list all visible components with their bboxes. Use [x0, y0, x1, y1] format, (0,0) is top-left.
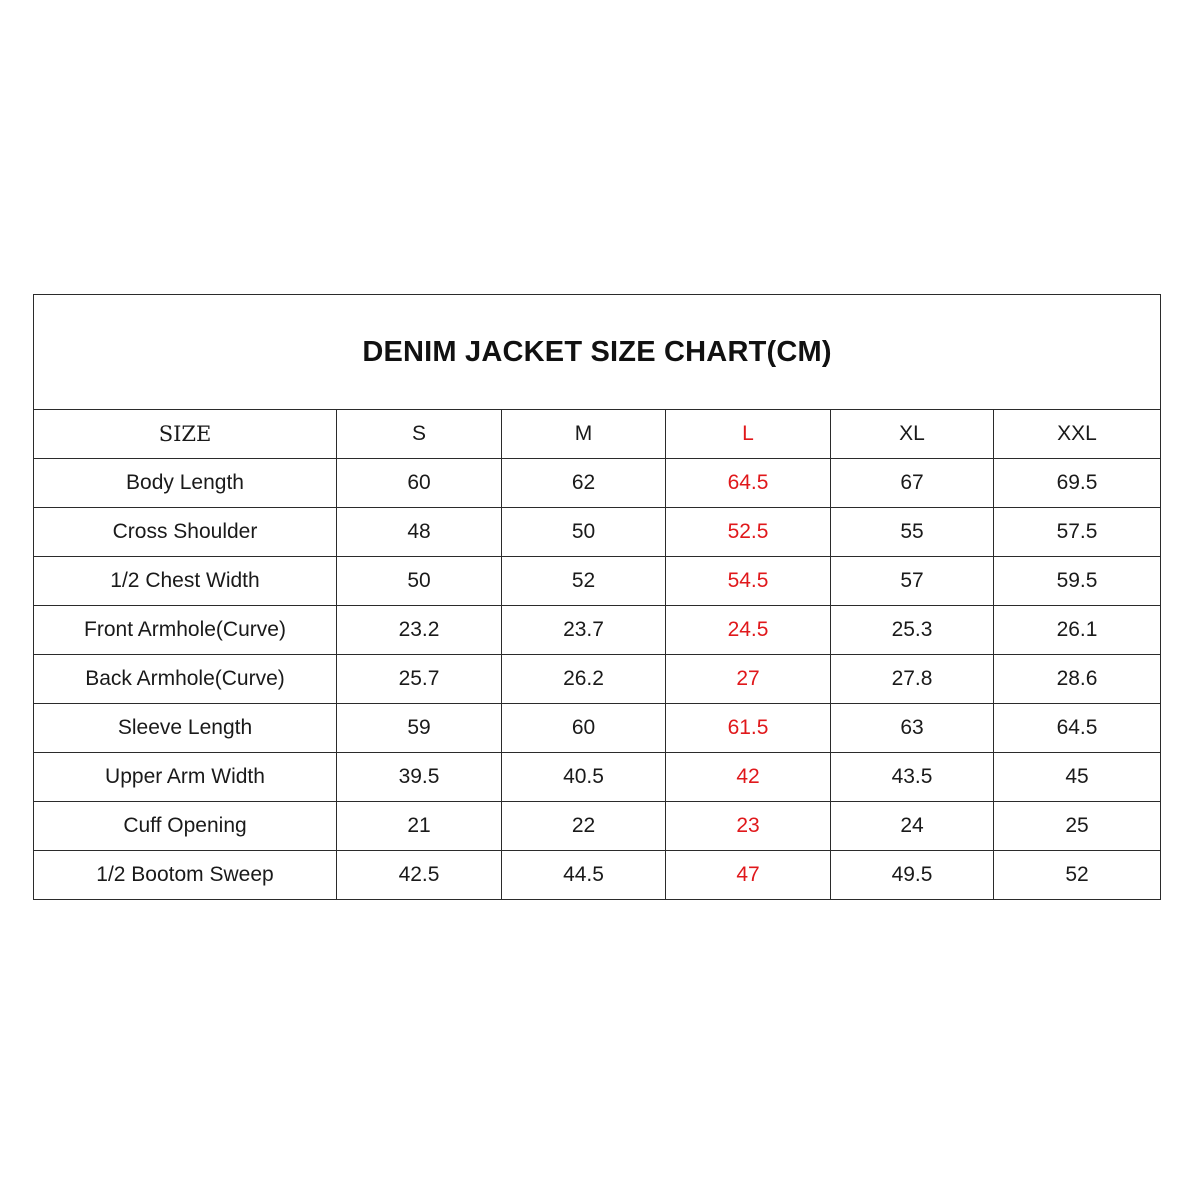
measurement-value: 23.7 — [502, 606, 666, 655]
measurement-label: 1/2 Bootom Sweep — [34, 851, 337, 900]
measurement-value: 24 — [831, 802, 994, 851]
table-row — [34, 459, 1161, 508]
measurement-value: 26.2 — [502, 655, 666, 704]
size-header-m: M — [502, 410, 666, 459]
measurement-value: 52 — [994, 851, 1161, 900]
size-column-header: SIZE — [34, 410, 337, 459]
measurement-label: Upper Arm Width — [34, 753, 337, 802]
measurement-value: 57 — [831, 557, 994, 606]
table-row — [34, 655, 1161, 704]
measurement-value: 22 — [502, 802, 666, 851]
measurement-value: 47 — [666, 851, 831, 900]
measurement-value: 39.5 — [337, 753, 502, 802]
measurement-value: 43.5 — [831, 753, 994, 802]
measurement-label: 1/2 Chest Width — [34, 557, 337, 606]
size-header-l: L — [666, 410, 831, 459]
header-row — [34, 410, 1161, 459]
measurement-value: 67 — [831, 459, 994, 508]
measurement-value: 63 — [831, 704, 994, 753]
measurement-value: 50 — [502, 508, 666, 557]
measurement-value: 44.5 — [502, 851, 666, 900]
measurement-label: Cuff Opening — [34, 802, 337, 851]
table-row — [34, 557, 1161, 606]
measurement-value: 55 — [831, 508, 994, 557]
title-row — [34, 295, 1161, 410]
measurement-value: 25 — [994, 802, 1161, 851]
table-row — [34, 802, 1161, 851]
table-row — [34, 704, 1161, 753]
measurement-value: 64.5 — [666, 459, 831, 508]
measurement-value: 25.3 — [831, 606, 994, 655]
measurement-value: 42.5 — [337, 851, 502, 900]
measurement-label: Sleeve Length — [34, 704, 337, 753]
table-row — [34, 753, 1161, 802]
table-row — [34, 508, 1161, 557]
measurement-value: 60 — [502, 704, 666, 753]
chart-title: DENIM JACKET SIZE CHART(CM) — [34, 295, 1161, 410]
measurement-value: 61.5 — [666, 704, 831, 753]
measurement-value: 49.5 — [831, 851, 994, 900]
measurement-label: Body Length — [34, 459, 337, 508]
measurement-value: 52.5 — [666, 508, 831, 557]
measurement-label: Cross Shoulder — [34, 508, 337, 557]
measurement-value: 28.6 — [994, 655, 1161, 704]
measurement-value: 60 — [337, 459, 502, 508]
size-header-s: S — [337, 410, 502, 459]
measurement-value: 62 — [502, 459, 666, 508]
measurement-value: 52 — [502, 557, 666, 606]
measurement-value: 59.5 — [994, 557, 1161, 606]
measurement-value: 27 — [666, 655, 831, 704]
measurement-value: 42 — [666, 753, 831, 802]
measurement-label: Front Armhole(Curve) — [34, 606, 337, 655]
size-header-xxl: XXL — [994, 410, 1161, 459]
table-row — [34, 606, 1161, 655]
size-chart-table — [33, 294, 1161, 900]
measurement-value: 26.1 — [994, 606, 1161, 655]
measurement-value: 64.5 — [994, 704, 1161, 753]
measurement-value: 54.5 — [666, 557, 831, 606]
table-row — [34, 851, 1161, 900]
measurement-value: 40.5 — [502, 753, 666, 802]
measurement-value: 57.5 — [994, 508, 1161, 557]
measurement-value: 23 — [666, 802, 831, 851]
size-header-xl: XL — [831, 410, 994, 459]
measurement-value: 21 — [337, 802, 502, 851]
measurement-value: 45 — [994, 753, 1161, 802]
measurement-label: Back Armhole(Curve) — [34, 655, 337, 704]
measurement-value: 25.7 — [337, 655, 502, 704]
measurement-value: 69.5 — [994, 459, 1161, 508]
measurement-value: 23.2 — [337, 606, 502, 655]
measurement-value: 59 — [337, 704, 502, 753]
measurement-value: 24.5 — [666, 606, 831, 655]
measurement-value: 50 — [337, 557, 502, 606]
measurement-value: 48 — [337, 508, 502, 557]
measurement-value: 27.8 — [831, 655, 994, 704]
